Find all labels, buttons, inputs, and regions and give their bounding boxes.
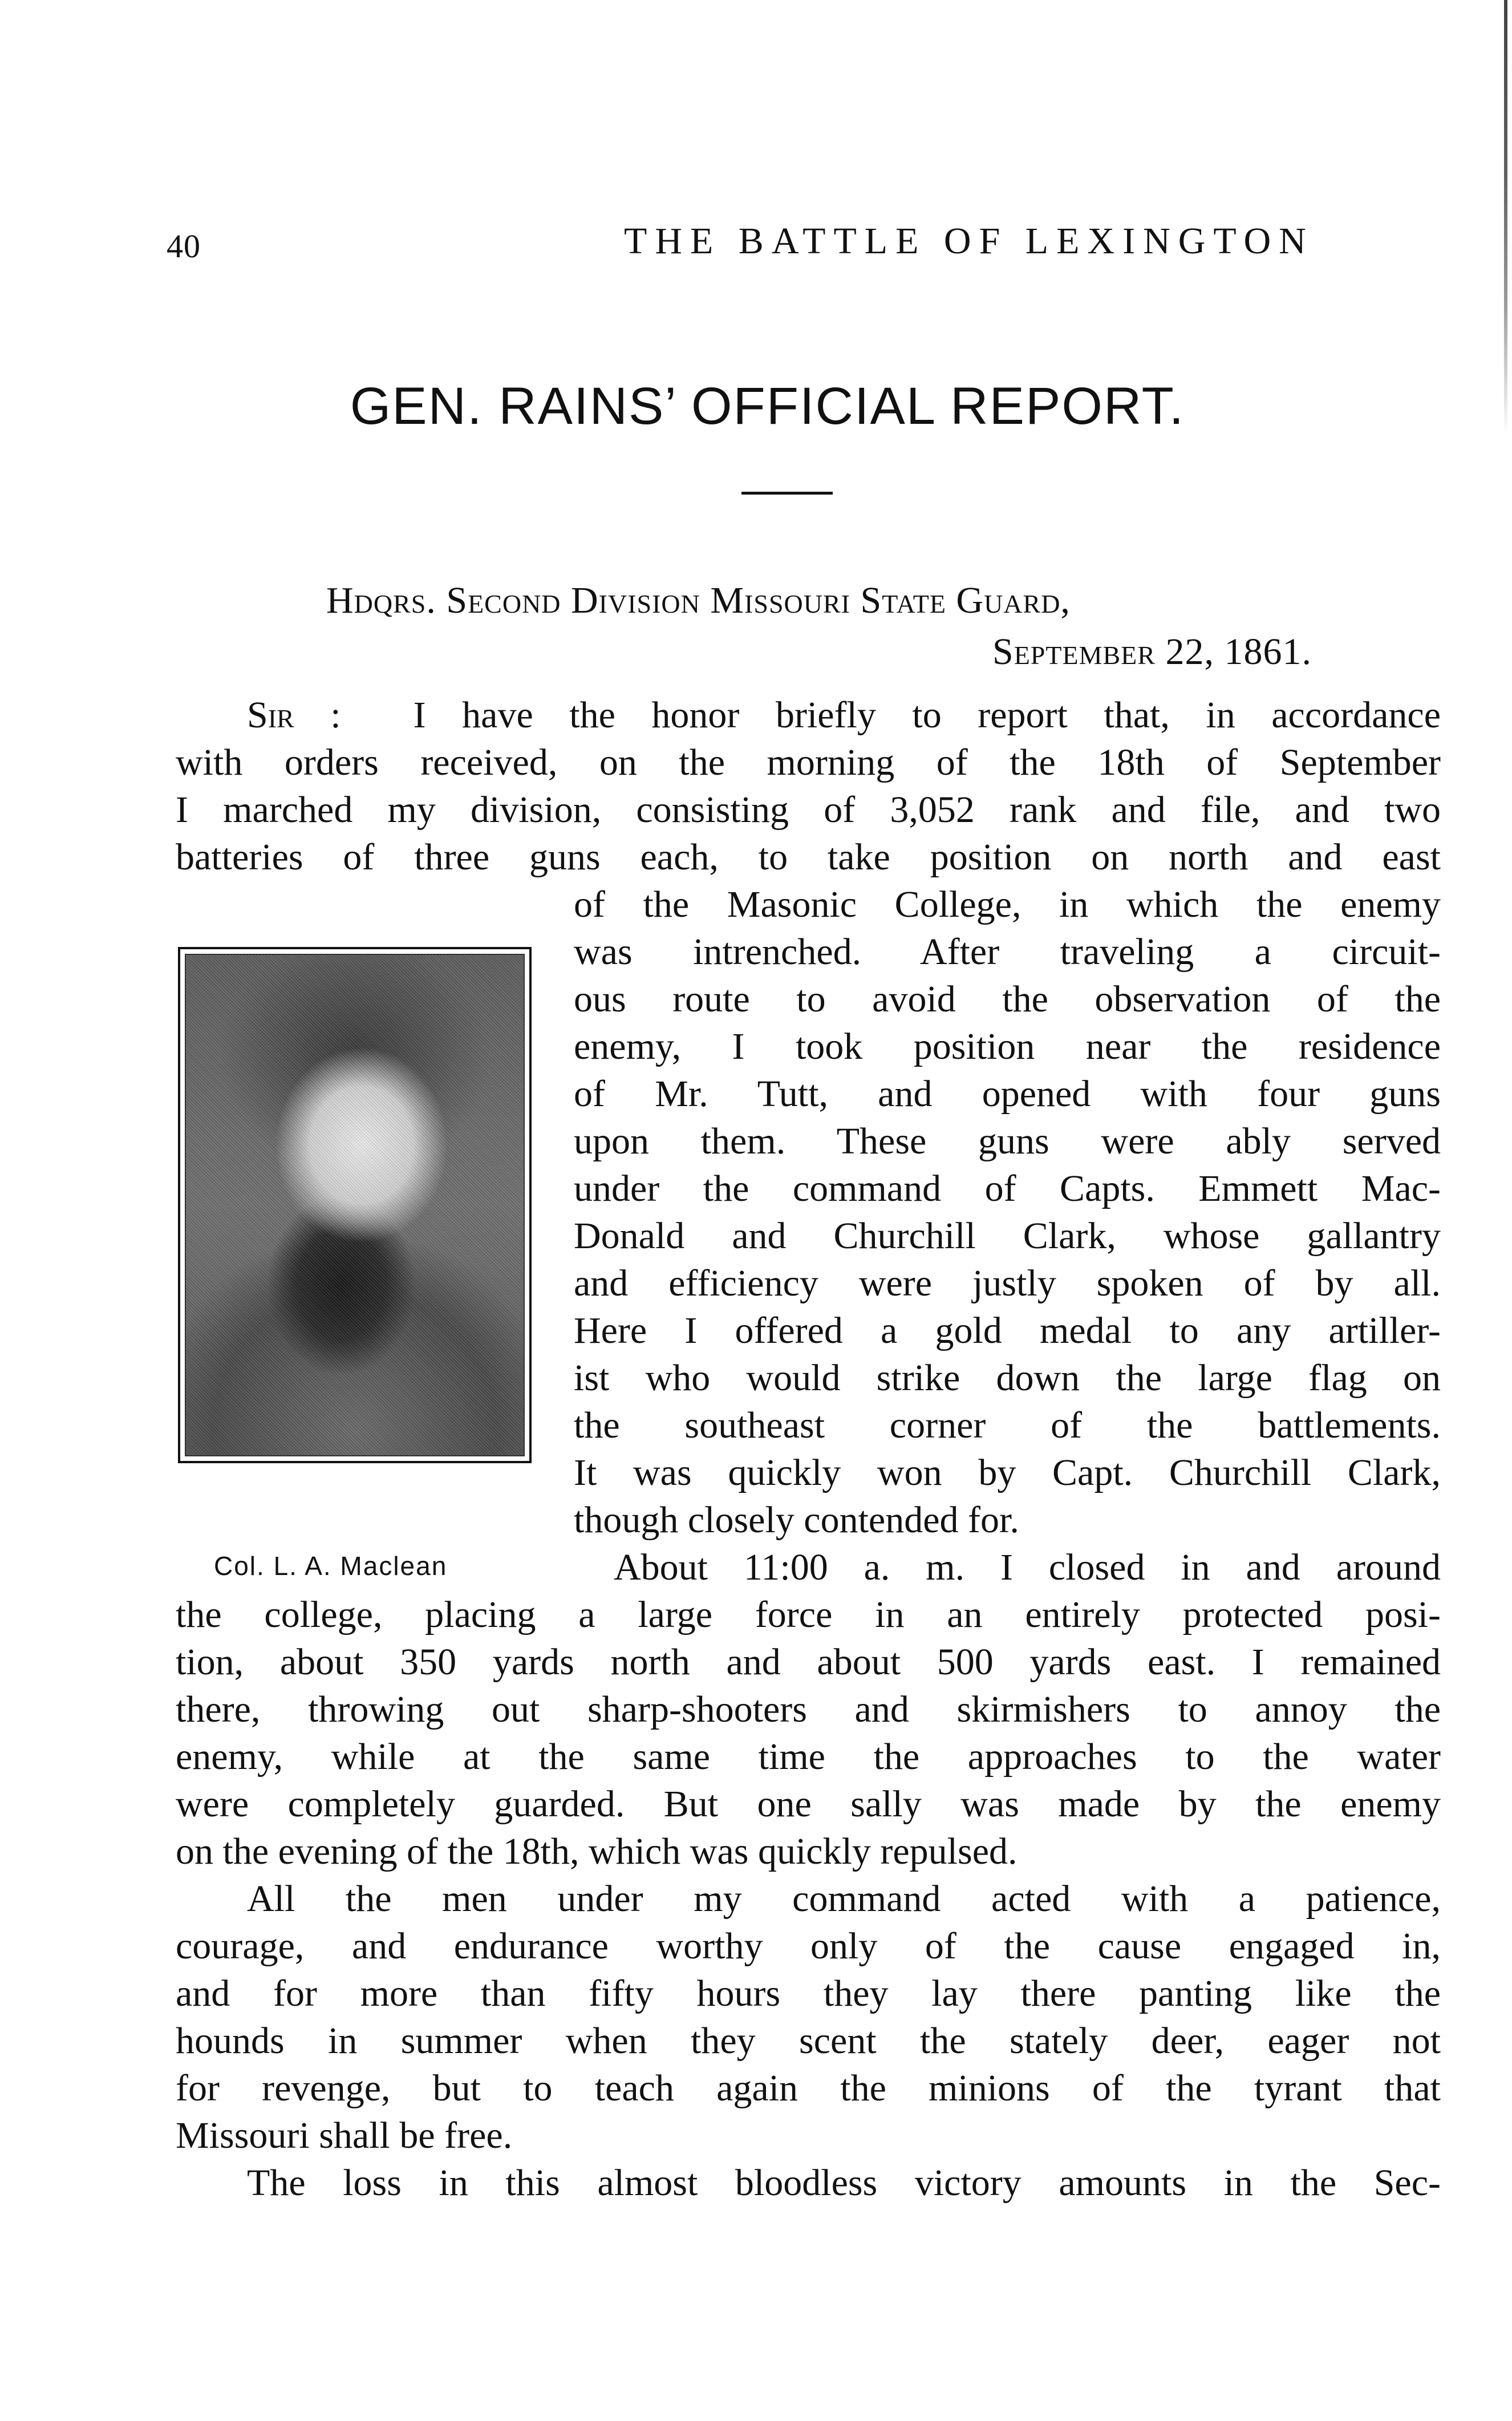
portrait-figure — [178, 947, 532, 1463]
article-title: GEN. RAINS’ OFFICIAL REPORT. — [350, 377, 1185, 435]
text-line: and efficiency were justly spoken of by all. — [574, 1262, 1441, 1304]
text-line: About 11:00 a. m. I closed in and around — [614, 1546, 1441, 1588]
paragraph-1-beside-figure — [574, 881, 1441, 1591]
text-line: of the Masonic College, in which the enemy — [574, 884, 1441, 925]
text-line: Donald and Churchill Clark, whose gallantry — [574, 1215, 1441, 1257]
portrait-photo — [185, 954, 525, 1456]
scan-edge-artifact — [1504, 0, 1507, 434]
text-line: enemy, while at the same time the approaches to the water — [176, 1736, 1441, 1778]
page-number: 40 — [167, 228, 201, 265]
text-line: for revenge, but to teach again the minions of the tyrant that — [176, 2067, 1441, 2109]
text-line: courage, and endurance worthy only of the cause engaged in, — [176, 1925, 1441, 1967]
salutation: Sir : — [247, 694, 341, 736]
text-line: upon them. These guns were ably served — [574, 1120, 1441, 1162]
text-line: All the men under my command acted with a patience, — [247, 1878, 1441, 1920]
text-line: were completely guarded. But one sally was made by the enemy — [176, 1783, 1441, 1825]
text-line: the southeast corner of the battlements. — [574, 1404, 1441, 1446]
text-line: tion, about 350 yards north and about 500 yards east. I remained — [176, 1641, 1441, 1683]
text-line: was intrenched. After traveling a circuit- — [574, 931, 1441, 973]
running-head: THE BATTLE OF LEXINGTON — [624, 220, 1314, 262]
figure-caption: Col. L. A. Maclean — [214, 1551, 448, 1581]
text-line: It was quickly won by Capt. Churchill Clark, — [574, 1452, 1441, 1493]
text-line: on the evening of the 18th, which was quickly repulsed. — [176, 1831, 1018, 1872]
text-line: Here I offered a gold medal to any artiller- — [574, 1310, 1441, 1351]
text-line: the college, placing a large force in an entirely protected posi- — [176, 1594, 1441, 1635]
text-line: though closely contended for. — [574, 1499, 1019, 1541]
text-line: ist who would strike down the large flag on — [574, 1357, 1441, 1399]
text-line: there, throwing out sharp-shooters and skirmishers to annoy the — [176, 1689, 1441, 1730]
text-line: Missouri shall be free. — [176, 2115, 513, 2156]
paragraph-3 — [176, 1875, 1441, 2159]
text-line: ous route to avoid the observation of the — [574, 978, 1441, 1020]
paragraph-2 — [176, 1591, 1441, 1875]
title-divider — [741, 492, 833, 495]
text-line: and for more than fifty hours they lay there panting like the — [176, 1973, 1441, 2014]
paragraph-1-top — [176, 691, 1441, 881]
paragraph-4 — [176, 2159, 1441, 2207]
headquarters-line: Hdqrs. Second Division Missouri State Guard, — [326, 580, 1071, 621]
text-line: enemy, I took position near the residence — [574, 1026, 1441, 1067]
text-line: I marched my division, consisting of 3,052 rank and file, and two — [176, 789, 1441, 831]
text-line: The loss in this almost bloodless victory amounts in the Sec- — [247, 2162, 1441, 2204]
text-line: with orders received, on the morning of the 18th of September — [176, 742, 1441, 783]
text-line: of Mr. Tutt, and opened with four guns — [574, 1073, 1441, 1115]
text-line: batteries of three guns each, to take position on north and east — [176, 836, 1441, 878]
dateline: September 22, 1861. — [992, 631, 1312, 673]
text-line: hounds in summer when they scent the stately deer, eager not — [176, 2020, 1441, 2062]
text-line: under the command of Capts. Emmett Mac- — [574, 1168, 1441, 1209]
text-line: Sir : I have the honor briefly to report that, in accordance — [247, 694, 1441, 736]
